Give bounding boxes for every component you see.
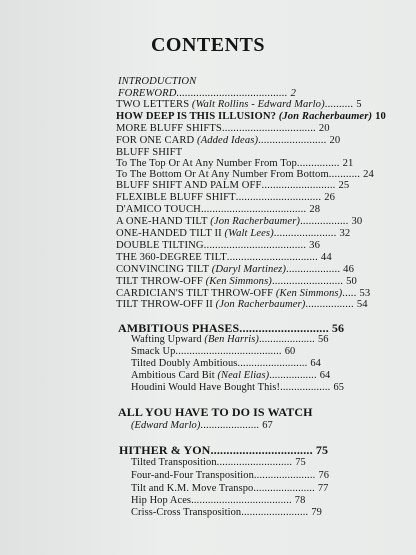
toc-entry-title: CARDICIAN'S TILT THROW-OFF [116,288,274,299]
toc-entry-tilted-transposition [131,457,306,469]
toc-entry-author: (Ben Harris) [201,334,259,345]
toc-entry-title: TILT THROW-OFF [116,276,203,287]
toc-entry-convincing-tilt [116,264,354,276]
toc-entry-tilt-throw-off [116,276,357,288]
toc-page-number: 75 [295,457,306,468]
toc-page-number: 21 [342,158,354,169]
toc-entry-damico [116,204,320,216]
toc-page-number: 78 [294,495,306,506]
toc-leader-dots: ................. [269,370,317,381]
toc-entry-introduction [118,76,196,88]
toc-entry-criss-cross [131,507,322,519]
toc-entry-four-and-four [131,470,329,482]
toc-leader-dots: .......... [324,99,354,110]
toc-page-number: 79 [311,507,322,518]
toc-entry-smack-up [131,346,295,358]
toc-entry-author: (Walt Lees) [221,228,274,239]
toc-entry-title: To The Top Or At Any Number From Top [116,158,297,169]
toc-entry-author: (Daryl Martinez) [209,264,287,275]
toc-entry-houdini [131,382,344,394]
toc-entry-for-one-card [116,135,340,147]
toc-entry-hither-yon [119,444,328,456]
toc-page-number: 54 [356,299,368,310]
toc-page-number: 36 [309,240,320,251]
toc-entry-ambitious-card-bit [131,370,330,382]
toc-leader-dots: .................................... [203,240,307,251]
toc-leader-dots: ............... [296,158,340,169]
toc-entry-double-tilting [116,240,320,252]
toc-entry-author: (Neal Elias) [214,370,270,381]
toc-page-number: 20 [318,123,330,134]
toc-entry-title: Four-and-Four Transposition [131,470,254,481]
toc-page-number: 50 [346,276,357,287]
toc-entry-title: Tilted Doubly Ambitious [131,358,238,369]
toc-leader-dots: .................. [280,382,331,393]
toc-entry-title: HOW DEEP IS THIS ILLUSION? [116,111,276,122]
toc-entry-title: FOR ONE CARD [116,135,195,146]
toc-leader-dots: ...................... [273,228,337,239]
toc-page-number: 76 [318,470,330,481]
toc-page-number: 26 [324,192,335,203]
toc-leader-dots: ........... [328,169,361,180]
toc-leader-dots: .......................... [261,180,336,191]
toc-entry-title: Hip Hop Aces [131,495,192,506]
toc-leader-dots: ..... [342,288,357,299]
toc-entry-author: (Jon Racherbaumer) [212,299,306,310]
toc-entry-author: (Walt Rollins - Edward Marlo) [189,99,325,110]
toc-page-number: 24 [363,169,374,180]
toc-entry-author: (Ken Simmons) [202,276,272,287]
toc-entry-hip-hop [131,495,305,507]
toc-page-number: 28 [309,204,321,215]
toc-entry-more-bluff [116,123,330,135]
toc-leader-dots: ................................ [210,443,313,457]
toc-entry-ambitious-phases [118,322,344,334]
toc-entry-author: (Ken Simmons) [273,288,343,299]
toc-leader-dots: ........................ [258,135,327,146]
toc-leader-dots: ........................ [241,507,309,518]
toc-entry-tilted-doubly [131,358,321,370]
toc-entry-title: CONVINCING TILT [116,264,210,275]
toc-entry-title: THE 360-DEGREE TILT [116,252,227,263]
toc-entry-tilt-throw-off-ii [116,299,368,311]
toc-page-number: 64 [319,370,331,381]
toc-page-number: 56 [317,334,329,345]
toc-page-number: 10 [375,111,386,122]
toc-entry-title: INTRODUCTION [118,76,197,87]
toc-page-number: 67 [262,420,273,431]
toc-page-number: 75 [315,443,329,457]
toc-page-number: 53 [359,288,371,299]
toc-entry-title: To The Bottom Or At Any Number From Bottom [116,169,329,180]
toc-page-number: 65 [333,382,345,393]
toc-entry-title: HITHER & YON [119,443,211,457]
toc-page-number: 32 [339,228,351,239]
toc-leader-dots: ..................... [200,420,260,431]
toc-entry-how-deep [116,111,386,123]
toc-entry-bluff-palm [116,180,349,192]
toc-leader-dots: ...................... [253,470,316,481]
toc-entry-title: Houdini Would Have Bought This! [131,382,281,393]
toc-entry-title: D'AMICO TOUCH [116,204,201,215]
toc-entry-one-hand-tilt [116,216,362,228]
toc-entry-one-handed-tilt-ii [116,228,350,240]
toc-page-number: 77 [317,483,329,494]
toc-entry-title: DOUBLE TILTING [116,240,204,251]
toc-leader-dots: ................................. [221,123,316,134]
toc-leader-dots: ........................... [216,457,293,468]
toc-entry-title: BLUFF SHIFT AND PALM OFF [116,180,262,191]
toc-entry-title: BLUFF SHIFT [116,147,183,158]
toc-page-number: 44 [320,252,332,263]
toc-entry-title: Smack Up [131,346,176,357]
toc-entry-title: Tilt and K.M. Move Transpo [131,483,254,494]
toc-entry-title: TILT THROW-OFF II [116,299,213,310]
toc-page-number: 30 [351,216,363,227]
toc-entry-360-tilt [116,252,332,264]
toc-entry-author: (Jon Racherbaumer) [276,111,373,122]
toc-entry-title: Tilted Transposition [131,457,217,468]
toc-entry-author: (Jon Racherbaumer) [207,216,301,227]
toc-entry-flexible-bluff [116,192,335,204]
toc-entry-title: TWO LETTERS [116,99,190,110]
toc-page-number: 25 [338,180,350,191]
toc-page-number: 5 [356,99,362,110]
toc-entry-title: ONE-HANDED TILT II [116,228,222,239]
toc-page-number: 46 [343,264,354,275]
toc-page-number: 2 [290,88,296,99]
toc-entry-title: ALL YOU HAVE TO DO IS WATCH [118,405,313,419]
toc-entry-title: AMBITIOUS PHASES [118,321,240,335]
toc-leader-dots: ....................................... [176,88,288,99]
toc-page-number: 56 [331,321,345,335]
toc-entry-all-you-have [118,406,313,418]
toc-entry-title: A ONE-HAND TILT [116,216,208,227]
toc-page-number: 60 [284,346,296,357]
toc-page-number: 64 [310,358,321,369]
toc-leader-dots: ......................... [237,358,308,369]
toc-leader-dots: ................. [300,216,349,227]
toc-leader-dots: ................. [305,299,354,310]
toc-leader-dots: .................................... [191,495,292,506]
toc-leader-dots: ............................ [239,321,329,335]
toc-entry-edward-marlo [131,420,273,432]
toc-leader-dots: ...................... [253,483,315,494]
toc-entry-title: MORE BLUFF SHIFTS [116,123,222,134]
toc-entry-title: Ambitious Card Bit [131,370,215,381]
toc-leader-dots: .............................. [235,192,322,203]
toc-entry-two-letters [116,99,362,111]
toc-entry-wafting-upward [131,334,329,346]
toc-leader-dots: ...................................... [175,346,282,357]
toc-leader-dots: .................... [258,334,315,345]
toc-leader-dots: ......................... [271,276,344,287]
toc-entry-author: (Added Ideas) [194,135,259,146]
toc-leader-dots: ................... [286,264,341,275]
toc-leader-dots: ................................ [226,252,318,263]
page-title: CONTENTS [150,34,266,56]
toc-entry-title: FOREWORD [118,88,177,99]
toc-entry-title: FLEXIBLE BLUFF SHIFT [116,192,236,203]
toc-entry-title: Wafting Upward [131,334,202,345]
toc-leader-dots: ..................................... [200,204,307,215]
toc-entry-title: Criss-Cross Transposition [131,507,242,518]
toc-entry-author: (Edward Marlo) [131,420,201,431]
toc-entry-tilt-km [131,483,328,495]
toc-page-number: 20 [329,135,341,146]
